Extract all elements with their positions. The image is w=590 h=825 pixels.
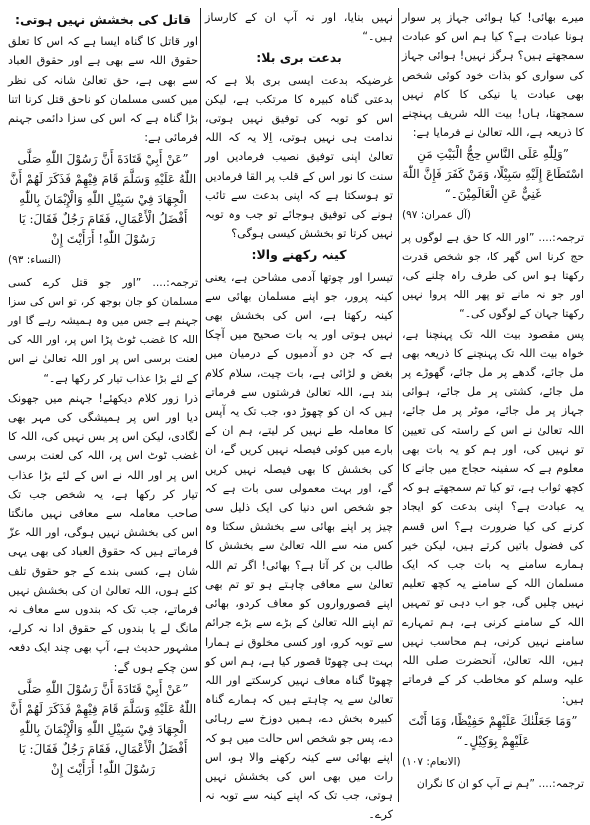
section-heading: کینہ رکھنے والا:: [251, 247, 347, 263]
paragraph: غرضیکہ بدعت ایسی بری بلا ہے کہ بدعتی گناہ کبیرہ کا مرتکب ہے، لیکن اس کو توبہ کی توفیق نہیں ہوتی، ندامت ہی نہیں ہوتی، اِلا یہ کہ اللہ تعالیٰ اپنی توفیق نصیب فرمادیں اور سنت کا نور اس کے قلب پر القا فرمادیں تو ہوسکتا ہے کہ اپنی بدعت سے تائب ہونے کی توفیق ہوجائے تو جب وہ توبہ نہیں کرتا تو بخشش کیسی ہوگی؟: [205, 73, 393, 241]
hadith-text: ”عَنْ أَبِيْ قَتَادَةَ أَنَّ رَسُوْلَ اللّٰهِ صَلَّى اللّٰهُ عَلَيْهِ وَسَلَّمَ قَامَ فِيْهِمْ فَذَكَرَ لَهُمْ أَنَّ الْجِهَادَ فِيْ سَبِيْلِ اللّٰهِ وَالْإِيْمَانَ بِاللّٰهِ أَفْضَلُ الْأَعْمَالِ، فَقَامَ رَجُلٌ فَقَالَ: يَا رَسُوْلَ اللّٰهِ! أَرَأَيْتَ إِنْ: [9, 681, 197, 776]
paragraph: تیسرا اور چوتھا آدمی مشاحن ہے، یعنی کینہ پرور، جو اپنے مسلمان بھائی سے کینہ رکھتا ہے، اس کی بخشش بھی نہیں ہوتی اور یہ بات صحیح میں آچکا ہے کہ جن دو آدمیوں کے درمیان میں بغض و لڑائی ہے، بات چیت، سلام کلام بند ہے، اللہ تعالیٰ فرشتوں سے فرماتے ہیں کہ ان کو چھوڑ دو، جب تک یہ آپس کا معاملہ طے نہیں کر لیتے، ہم ان کے بارے میں کوئی فیصلہ نہیں کریں گے، ان کی بخشش کا بھی فیصلہ نہیں کریں گے، اور بہت معمولی سی بات ہے کہ جو شخص اس دنیا کی ایک ذلیل سی چیز پر اپنے بھائی سے بخشش سکتا وہ کس منہ سے اللہ تعالیٰ سے بخشش کا طالب بن کر آتا ہے؟ بھائی! اگر تم اللہ تعالیٰ سے معافی چاہتے ہو تو تم بھی اپنے قصورواروں کو معاف کردو، بھائی تم اپنے اللہ تعالیٰ کے بڑے سے بڑے جرائم سے توبہ کرو، اور کسی مخلوق نے ہمارا بہت ہی چھوٹا قصور کیا ہے، ہم اس کو چھوٹا گناہ معاف نہیں کرسکتے اور اللہ تعالیٰ سے یہ چاہتے ہیں کہ ہمارے گناہ کبیرہ بخش دے، ہمیں دوزخ سے رہائی دے، پس جو شخص اس حالت میں ہو کہ اپنے بھائی سے کینہ رکھنے والا ہو، اس رات میں بھی اس کی بخشش نہیں ہوتی، جب تک کہ اپنے کینہ سے توبہ نہ کرے۔: [205, 270, 393, 822]
quran-verse: ”وَمَا جَعَلْنٰكَ عَلَيْهِمْ حَفِيْظًا، وَمَا أَنْتَ عَلَيْهِمْ بِوَكِيْلٍ۔“: [408, 713, 578, 748]
paragraph: نہیں بنایا، اور نہ آپ ان کے کارساز ہیں۔“: [205, 11, 393, 44]
text-column-left: [8, 8, 198, 802]
verse-reference: (النساء: ۹۳): [8, 254, 62, 267]
translation: ترجمہ:.... ”اور اللہ کا حق ہے لوگوں پر حج کرنا اس گھر کا، جو شخص قدرت رکھتا ہو اس کی طرف راہ چلنے کی، اور جو نہ مانے تو پھر اللہ پروا نہیں رکھتا جہان کے لوگوں کی۔“: [402, 230, 584, 321]
quran-verse: ”وَلِلّٰهِ عَلَى النَّاسِ حِجُّ الْبَيْتِ مَنِ اسْتَطَاعَ إِلَيْهِ سَبِيْلًا، وَمَنْ كَفَرَ فَإِنَّ اللّٰهَ غَنِيٌّ عَنِ الْعَالَمِيْنَ۔“: [402, 147, 584, 202]
verse-reference: (آل عمران: ۹۷): [402, 209, 472, 222]
text-column-middle: [205, 8, 393, 822]
section-heading: بدعت بری بلا:: [256, 50, 342, 66]
translation: ترجمہ:.... ”اور جو قتل کرے کسی مسلمان کو جان بوجھ کر، تو اس کی سزا جہنم ہے جس میں وہ ہمیشہ رہے گا اور اللہ کا غضب ٹوٹ پڑا اس پر، اور اللہ کی لعنت برسی اس پر اور اللہ تعالیٰ نے اس کے لئے بڑا عذاب تیار کر رکھا ہے۔“: [8, 275, 198, 385]
paragraph: ذرا زور کلام دیکھئے! جہنم میں جھونک دیا اور اس پر ہمیشگی کی مہر بھی لگادی، لیکن اس پر بس نہیں کی، اللہ کا غضب ٹوٹ اس پر، اللہ کی لعنت برسی اس پر اور اللہ نے اس کے لئے بڑا عذاب تیار کر رکھا ہے، یہ شخص جب تک صاحب معاملہ سے معافی نہیں مانگتا اس کی بخشش نہیں ہوگی، اور اللہ عزّ فرماتے ہیں کہ حقوق العباد کی بھی یہی شان ہے، کسی بندے کے جو حقوق تلف کئے ہوں، اللہ تعالیٰ ان کی بخشش نہیں فرماتے، جب تک کہ بندوں سے معاف نہ مانگ لے یا بندوں کے حقوق ادا نہ کرلے، مشہور حدیث ہے، آپ بھی چند ایک دفعہ سن چکے ہوں گے:: [8, 391, 198, 674]
translation: ترجمہ:.... ”ہم نے آپ کو ان کا نگران: [416, 776, 584, 790]
column-divider: [398, 8, 399, 802]
verse-reference: (الانعام: ۱۰۷): [402, 755, 461, 768]
section-heading: قاتل کی بخشش نہیں ہوتی:: [14, 12, 191, 27]
paragraph: میرے بھائی! کیا ہوائی جہاز پر سوار ہونا عبادت ہے؟ کیا ہم اس کو عبادت سمجھتے ہیں؟ ہرگز نہیں! ہوائی جہاز کی سواری کو بذات خود کوئی شخص بھی عبادت یا نیکی کا کام نہیں سمجھتا، ہاں! بیت اللہ شریف پہنچنے کا ذریعہ ہے، اللہ تعالیٰ نے فرمایا ہے:: [402, 11, 584, 140]
paragraph: اور قاتل کا گناہ ایسا ہے کہ اس کا تعلق حقوق اللہ سے بھی ہے اور حقوق العباد سے بھی ہے، حق تعالیٰ شانہ کی نظر میں کسی مسلمان کو ناحق قتل کرنا اتنا بڑا گناہ ہے کہ اس کی سزا دائمی جہنم فرمائی ہے:: [8, 35, 198, 145]
paragraph: پس مقصود بیت اللہ تک پہنچنا ہے، خواہ بیت اللہ تک پہنچنے کا ذریعہ بھی مل جائے، گدھے پر مل جائے، گھوڑے پر مل جائے، کشتی پر مل جائے، ہوائی جہاز پر مل جائے، موٹر پر مل جائے، اللہ تعالیٰ نے اس کے راستہ کی تعیین تو نہیں کی، اور ہم کو یہ بات بھی معلوم ہے کہ سفینہ حجاج میں جانے کا کچھ ثواب ہے، تو کیا تم سمجھتے ہو کہ یہ عبادت ہے؟ اپنی بدعت کو ایجاد کرنے کی کیا ضرورت ہے؟ اس قسم کی فضول باتیں کرتے ہیں، لیکن خیر ہمارے سامنے یہ بات جب کہ ایک مسلمان اللہ کے سامنے یہ کچھ تعلیم نہیں چلیں گی، جو اب دہی تو تمہیں اللہ کے سامنے کرنی ہے، ہم تمہارے سامنے نہیں کرنی، ہم محاسب نہیں ہیں، اللہ تعالیٰ، آنحضرت صلی اللہ علیہ وسلم کو مخاطب کر کے فرماتے ہیں:: [402, 327, 584, 706]
text-column-right: [402, 8, 584, 802]
column-divider: [200, 8, 201, 802]
quran-verse: ”عَنْ أَبِيْ قَتَادَةَ أَنَّ رَسُوْلَ اللّٰهِ صَلَّى اللّٰهُ عَلَيْهِ وَسَلَّمَ قَامَ فِيْهِمْ فَذَكَرَ لَهُمْ أَنَّ الْجِهَادَ فِيْ سَبِيْلِ اللّٰهِ وَالْإِيْمَانَ بِاللّٰهِ أَفْضَلُ الْأَعْمَالِ، فَقَامَ رَجُلٌ فَقَالَ: يَا رَسُوْلَ اللّٰهِ! أَرَأَيْتَ إِنْ: [9, 152, 197, 247]
